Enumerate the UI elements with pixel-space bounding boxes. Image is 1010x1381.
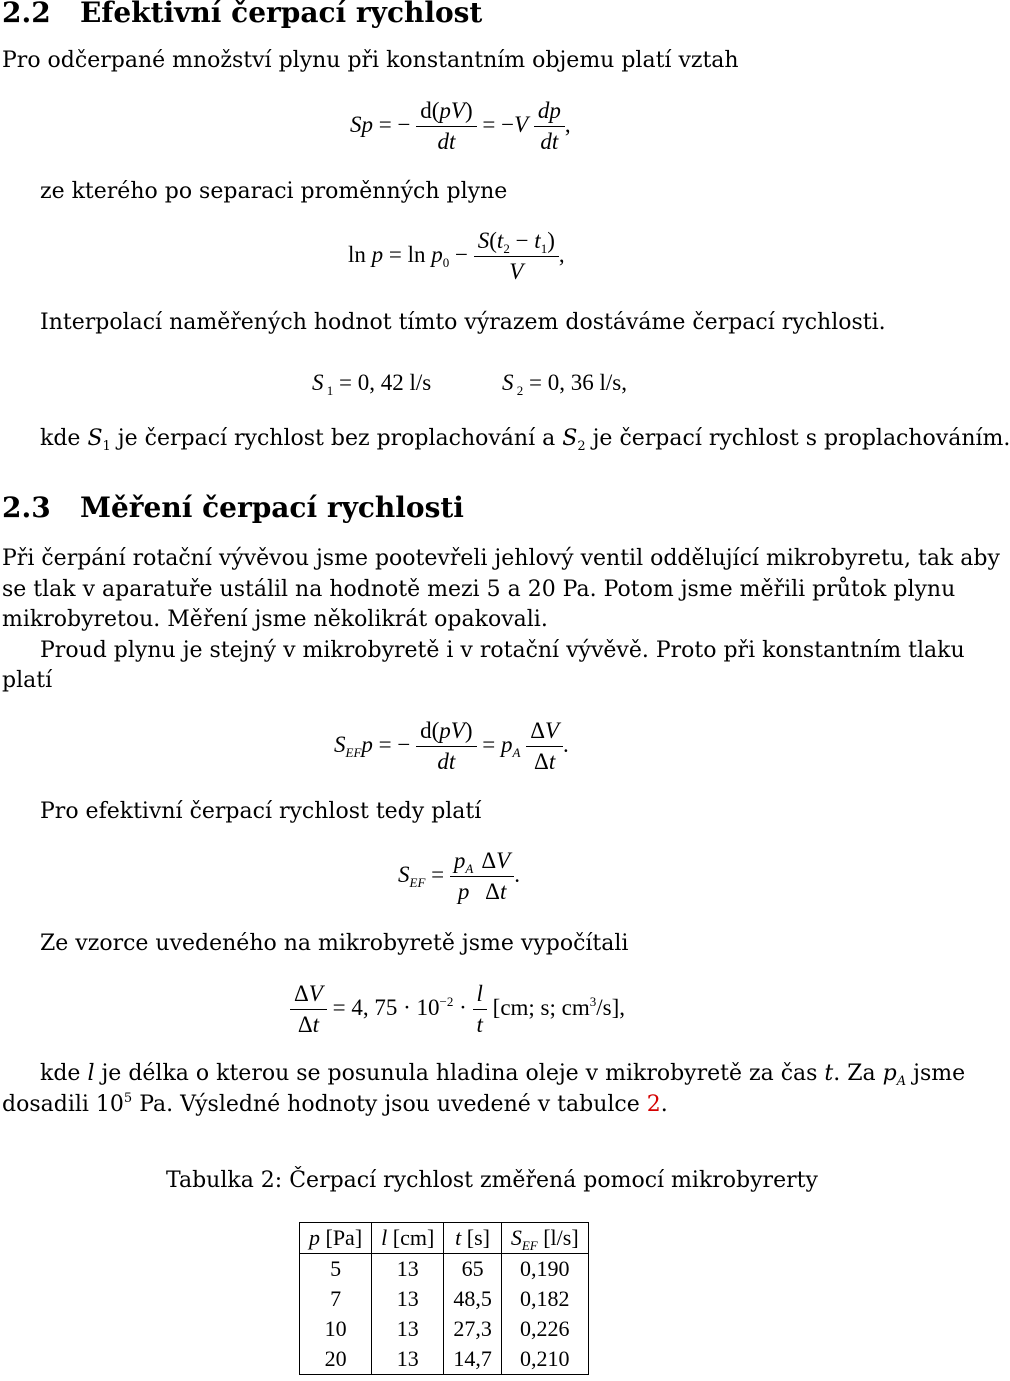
header-t: t [s] — [444, 1223, 502, 1254]
cell-sef: 0,190 — [501, 1254, 588, 1285]
section-number: 2.3 — [2, 491, 51, 524]
paragraph-separation: ze kterého po separaci proměnných plyne — [40, 179, 508, 204]
paragraph-line: platí — [2, 668, 53, 693]
fraction-dpv-dt: $\frac{d(pV)}{dt}$ — [416, 98, 476, 155]
paragraph-vzorec: Ze vzorce uvedeného na mikrobyretě jsme vypočítali — [40, 931, 629, 956]
section-number: 2.2 — [2, 0, 51, 29]
cell-t: 14,7 — [444, 1344, 502, 1375]
equation-lnp: $\ln p = \ln p_0$ − $\frac{S(t_2 - t_1)}{V}$ , — [348, 228, 565, 284]
table-row — [300, 1314, 589, 1344]
fraction-st-v: $\frac{S(t_2 - t_1)}{V}$ — [474, 228, 559, 285]
text-vysledne: Pa. Výsledné hodnoty jsou uvedené v tabulce — [139, 1092, 640, 1117]
paragraph-line: Při čerpání rotační vývěvou jsme pootevřeli jehlový ventil oddělující mikrobyretu, tak aby — [2, 546, 1000, 571]
cell-l: 13 — [372, 1344, 444, 1375]
cell-l: 13 — [372, 1284, 444, 1314]
section-2-2-heading — [2, 0, 482, 29]
cell-sef: 0,210 — [501, 1344, 588, 1375]
section-title: Efektivní čerpací rychlost — [79, 0, 483, 29]
table-reference-link[interactable]: 2 — [646, 1092, 661, 1117]
equation-sef-p: $S_{EF}p$ = − $\frac{d(pV)}{dt}$ = $p_A$ $\frac{\Delta V}{\Delta t}$ . — [334, 718, 569, 774]
cell-l: 13 — [372, 1314, 444, 1344]
table-row — [300, 1284, 589, 1314]
intro-paragraph: Pro odčerpané množství plynu při konstantním objemu platí vztah — [2, 48, 739, 73]
cell-t: 48,5 — [444, 1284, 502, 1314]
paragraph-line: mikrobyretou. Měření jsme několikrát opakovali. — [2, 607, 548, 632]
eq5-units: [cm; s; cm — [492, 994, 590, 1020]
paragraph-line: se tlak v aparatuře ustálil na hodnotě mezi 5 a 20 Pa. Potom jsme měřili průtok plynu — [2, 577, 956, 602]
text-s2-desc: je čerpací rychlost s proplachováním. — [592, 426, 1010, 451]
table-header-row — [300, 1223, 589, 1254]
equation-dv-dt: $\frac{\Delta V}{\Delta t}$ = 4, $75 \cdot 10^{-2}$ · $\frac{l}{t}$ [cm; s; $cm^3/s$], — [290, 981, 625, 1038]
fraction-dv-dt: $\frac{\Delta V}{\Delta t}$ — [290, 981, 327, 1038]
text-l-desc: je délka o kterou se posunula hladina oleje v mikrobyretě za čas — [101, 1061, 818, 1086]
cell-p: 7 — [300, 1284, 372, 1314]
header-sef: $S_{EF}$ [l/s] — [501, 1223, 588, 1254]
table-caption: Tabulka 2: Čerpací rychlost změřená pomocí mikrobyrerty — [166, 1168, 818, 1193]
text-s1-desc: je čerpací rychlost bez proplachování a — [117, 426, 556, 451]
equation-s2: S $_2$ = 0, 36 l/s, — [502, 370, 627, 398]
fraction-l-t: $\frac{l}{t}$ — [473, 981, 487, 1038]
eq5-constant: = 4, 75 · 10 — [332, 994, 440, 1020]
cell-sef: 0,226 — [501, 1314, 588, 1344]
cell-p: 20 — [300, 1344, 372, 1375]
table-row — [300, 1344, 589, 1375]
section-title: Měření čerpací rychlosti — [79, 491, 464, 524]
cell-t: 65 — [444, 1254, 502, 1285]
fraction-pa-p: $\frac{p_A}{p}$ — [450, 848, 477, 905]
fraction-dv-dt: $\frac{\Delta V}{\Delta t}$ — [526, 718, 563, 775]
equation-sef: $S_{EF}$ = $\frac{p_A}{p}$ $\frac{\Delta V}{\Delta t}$ . — [398, 848, 520, 904]
eq5-exponent: −2 — [439, 993, 454, 1009]
s2-value: 0, 36 l/s, — [547, 370, 627, 395]
fraction-dp-dt: $\frac{dp}{dt}$ — [534, 98, 565, 155]
paragraph-interpolation: Interpolací naměřených hodnot tímto výrazem dostáváme čerpací rychlosti. — [40, 310, 886, 335]
measurement-table — [299, 1222, 589, 1375]
eq5-units-end: /s], — [596, 994, 625, 1020]
paragraph-effective: Pro efektivní čerpací rychlost tedy platí — [40, 799, 482, 824]
section-2-3-heading — [2, 491, 464, 524]
text-kde: kde — [40, 426, 81, 451]
paragraph-kde-s: kde $S_1$ je čerpací rychlost bez proplachování a $S_2$ je čerpací rychlost s proplachováním. — [40, 426, 1010, 454]
header-p: p [Pa] — [300, 1223, 372, 1254]
s1-value: 0, 42 l/s — [357, 370, 432, 395]
cell-p: 5 — [300, 1254, 372, 1285]
fraction-dpv-dt: $\frac{d(pV)}{dt}$ — [416, 718, 476, 775]
fraction-dv-dt: $\frac{\Delta V}{\Delta t}$ — [477, 848, 514, 905]
text-dosadili: dosadili 10 — [2, 1092, 124, 1117]
paragraph-final-line2: dosadili $10^5$ Pa. Výsledné hodnoty jsou uvedené v tabulce 2. — [2, 1091, 668, 1117]
table-row — [300, 1254, 589, 1285]
text-za: . Za — [833, 1061, 876, 1086]
text-period: . — [660, 1092, 668, 1117]
equation-s1: S $_1$ = 0, 42 l/s — [312, 370, 432, 398]
cell-t: 27,3 — [444, 1314, 502, 1344]
cell-l: 13 — [372, 1254, 444, 1285]
header-l: l [cm] — [372, 1223, 444, 1254]
paragraph-line: Proud plynu je stejný v mikrobyretě i v rotační vývěvě. Proto při konstantním tlaku — [40, 638, 965, 663]
cell-p: 10 — [300, 1314, 372, 1344]
paragraph-final: kde l je délka o kterou se posunula hladina oleje v mikrobyretě za čas t. Za $p_A$ jsme — [40, 1061, 966, 1089]
equation-sp: Sp = − $\frac{d(pV)}{dt}$ = −V $\frac{dp}{dt}$ , — [350, 98, 571, 154]
cell-sef: 0,182 — [501, 1284, 588, 1314]
text-jsme: jsme — [913, 1061, 966, 1086]
text-kde: kde — [40, 1061, 81, 1086]
